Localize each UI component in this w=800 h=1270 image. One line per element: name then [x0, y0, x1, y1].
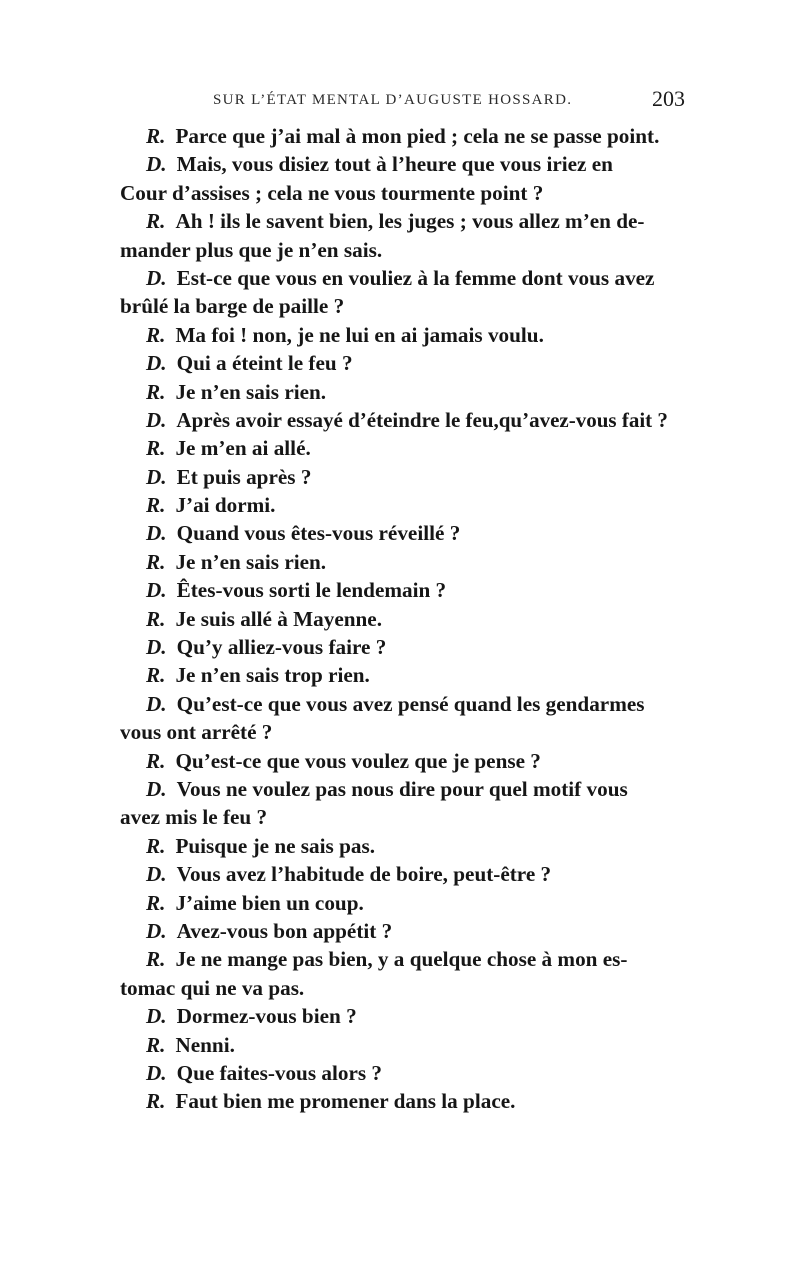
speaker-label: R.: [146, 663, 166, 688]
speaker-label: R.: [146, 748, 166, 773]
text-line: [120, 292, 670, 320]
line-text: Je ne mange pas bien, y a quelque chose à mon es-: [175, 947, 628, 972]
text-line: [120, 1002, 670, 1030]
text-line: [120, 1031, 670, 1059]
text-line: [120, 321, 670, 349]
line-text: tomac qui ne va pas.: [120, 975, 305, 1000]
line-text: Êtes-vous sorti le lendemain ?: [176, 578, 447, 603]
line-text: Et puis après ?: [176, 464, 312, 489]
speaker-label: D.: [146, 152, 167, 177]
speaker-label: D.: [146, 464, 167, 489]
speaker-label: R.: [146, 379, 166, 404]
line-text: Cour d’assises ; cela ne vous tourmente point ?: [120, 180, 544, 205]
text-line: [120, 179, 670, 207]
line-text: Que faites-vous alors ?: [176, 1060, 382, 1085]
line-text: Je suis allé à Mayenne.: [175, 606, 383, 631]
line-text: Avez-vous bon appétit ?: [176, 918, 393, 943]
text-line: [120, 150, 670, 178]
text-line: [120, 803, 670, 831]
speaker-label: D.: [146, 635, 167, 660]
speaker-label: D.: [146, 265, 167, 290]
text-line: [120, 264, 670, 292]
text-line: [120, 661, 670, 689]
line-text: Qu’y alliez-vous faire ?: [176, 635, 387, 660]
text-line: [120, 747, 670, 775]
speaker-label: R.: [146, 322, 166, 347]
line-text: mander plus que je n’en sais.: [120, 237, 383, 262]
text-line: [120, 860, 670, 888]
speaker-label: D.: [146, 1004, 167, 1029]
text-line: [120, 718, 670, 746]
line-text: Qu’est-ce que vous avez pensé quand les gendarmes: [176, 691, 645, 716]
text-line: [120, 122, 670, 150]
speaker-label: R.: [146, 1089, 166, 1114]
line-text: brûlé la barge de paille ?: [120, 294, 345, 319]
speaker-label: D.: [146, 1060, 167, 1085]
line-text: Je n’en sais trop rien.: [175, 663, 370, 688]
speaker-label: R.: [146, 606, 166, 631]
text-line: [120, 349, 670, 377]
speaker-label: D.: [146, 918, 167, 943]
line-text: Puisque je ne sais pas.: [175, 833, 375, 858]
text-line: [120, 889, 670, 917]
text-line: [120, 406, 670, 434]
text-line: [120, 605, 670, 633]
text-line: [120, 548, 670, 576]
speaker-label: R.: [146, 436, 166, 461]
line-text: Dormez-vous bien ?: [176, 1004, 357, 1029]
speaker-label: D.: [146, 521, 167, 546]
line-text: Faut bien me promener dans la place.: [175, 1089, 516, 1114]
text-line: [120, 519, 670, 547]
line-text: avez mis le feu ?: [120, 805, 268, 830]
speaker-label: R.: [146, 549, 166, 574]
speaker-label: R.: [146, 124, 166, 148]
text-line: [120, 236, 670, 264]
speaker-label: R.: [146, 947, 166, 972]
page-number: 203: [652, 86, 685, 111]
text-line: [120, 378, 670, 406]
text-line: [120, 207, 670, 235]
speaker-label: R.: [146, 1032, 166, 1057]
text-line: [120, 917, 670, 945]
speaker-label: D.: [146, 776, 167, 801]
line-text: vous ont arrêté ?: [120, 720, 273, 745]
speaker-label: D.: [146, 351, 167, 376]
line-text: J’ai dormi.: [175, 493, 276, 518]
line-text: Je m’en ai allé.: [175, 436, 311, 461]
text-line: [120, 633, 670, 661]
line-text: Vous ne voulez pas nous dire pour quel motif vous: [176, 776, 628, 801]
text-line: [120, 974, 670, 1002]
line-text: Qui a éteint le feu ?: [176, 351, 353, 376]
text-line: [120, 491, 670, 519]
line-text: Est-ce que vous en vouliez à la femme dont vous avez: [176, 265, 655, 290]
speaker-label: D.: [146, 691, 167, 716]
speaker-label: D.: [146, 578, 167, 603]
page-header: [213, 86, 685, 116]
line-text: Après avoir essayé d’éteindre le feu,qu’avez-vous fait ?: [176, 407, 668, 432]
text-line: [120, 1059, 670, 1087]
line-text: Mais, vous disiez tout à l’heure que vous iriez en: [176, 152, 613, 177]
text-line: [120, 832, 670, 860]
speaker-label: D.: [146, 407, 167, 432]
line-text: Quand vous êtes-vous réveillé ?: [176, 521, 461, 546]
line-text: Ah ! ils le savent bien, les juges ; vous allez m’en de-: [175, 209, 645, 234]
line-text: Qu’est-ce que vous voulez que je pense ?: [175, 748, 541, 773]
text-line: [120, 775, 670, 803]
line-text: J’aime bien un coup.: [175, 890, 364, 915]
text-line: [120, 1087, 670, 1115]
text-line: [120, 576, 670, 604]
speaker-label: R.: [146, 833, 166, 858]
text-line: [120, 690, 670, 718]
speaker-label: R.: [146, 890, 166, 915]
running-head: SUR L’ÉTAT MENTAL D’AUGUSTE HOSSARD.: [213, 92, 573, 108]
line-text: Je n’en sais rien.: [175, 379, 327, 404]
line-text: Vous avez l’habitude de boire, peut-être ?: [176, 862, 552, 887]
line-text: Je n’en sais rien.: [175, 549, 327, 574]
text-line: [120, 463, 670, 491]
speaker-label: R.: [146, 209, 166, 234]
text-line: [120, 945, 670, 973]
line-text: Nenni.: [175, 1032, 235, 1057]
line-text: Ma foi ! non, je ne lui en ai jamais voulu.: [175, 322, 544, 347]
speaker-label: D.: [146, 862, 167, 887]
dialogue-text: [120, 122, 670, 1116]
line-text: Parce que j’ai mal à mon pied ; cela ne se passe point.: [175, 124, 660, 148]
speaker-label: R.: [146, 493, 166, 518]
text-line: [120, 434, 670, 462]
